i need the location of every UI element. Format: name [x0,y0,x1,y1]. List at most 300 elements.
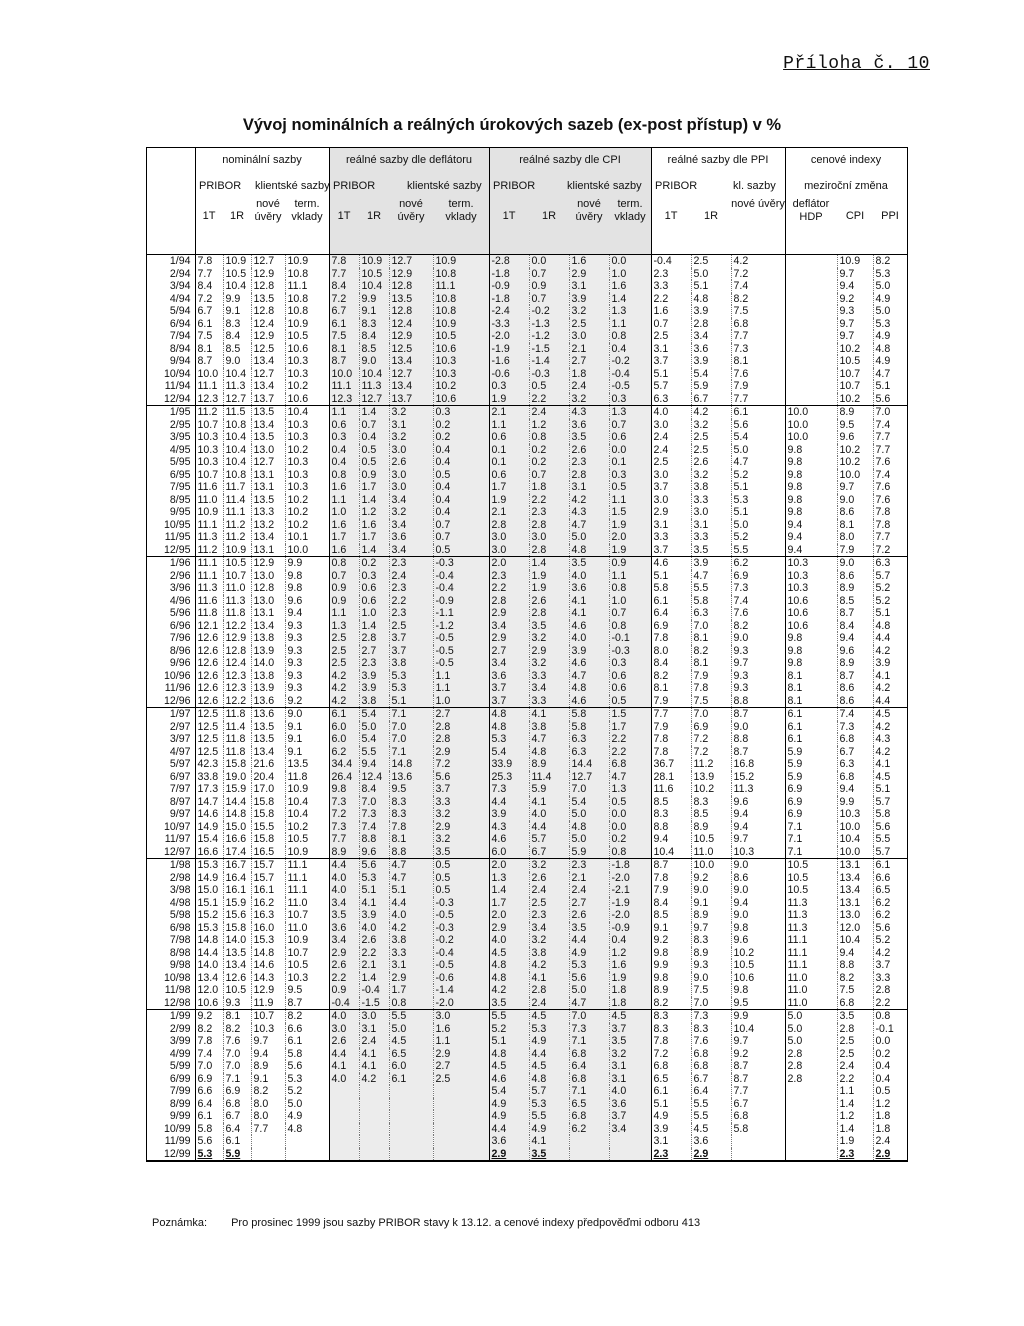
table-cell: 9.8 [785,444,837,457]
table-cell: 3.7 [651,481,691,494]
table-cell: 13.4 [251,620,285,633]
table-cell: 9.0 [731,884,785,897]
table-cell: 1.4 [359,544,389,557]
table-cell: 4.1 [359,897,389,910]
table-cell: -0.5 [433,959,489,972]
table-cell: 12.5 [195,733,223,746]
table-cell: 11.3 [785,922,837,935]
table-cell [433,1110,489,1123]
table-cell: 14.8 [195,934,223,947]
table-cell: 12.7 [389,255,433,268]
table-cell: 4.2 [873,682,907,695]
table-cell: 5.8 [651,582,691,595]
table-cell: 9.7 [731,657,785,670]
table-cell: 3.9 [489,808,529,821]
table-cell: 7.4 [837,708,873,721]
table-cell: -1.9 [609,897,651,910]
table-cell: 8.3 [691,796,731,809]
table-cell: 7.7 [651,708,691,721]
table-cell: 3.0 [489,531,529,544]
table-cell: 3.8 [691,481,731,494]
table-cell: 11.1 [285,859,329,872]
table-cell: 9.8 [785,506,837,519]
table-cell: 12.6 [195,670,223,683]
table-cell: 0.2 [433,419,489,432]
table-row [147,657,907,670]
table-cell: 2.9 [651,506,691,519]
table-cell: 33.9 [489,758,529,771]
table-cell: 10.7 [251,1010,285,1023]
table-cell: 3.7 [873,959,907,972]
table-cell: 5.8 [569,708,609,721]
table-cell: 11.1 [785,934,837,947]
table-cell: 1.4 [359,620,389,633]
table-cell: 6.9 [785,796,837,809]
table-cell: 0.7 [529,293,569,306]
table-cell: 12.0 [837,922,873,935]
table-cell: 7.5 [195,330,223,343]
row-period-label: 1/96 [169,557,191,569]
table-cell: 5.8 [731,1123,785,1136]
sub-pribor: PRIBOR [199,180,242,192]
table-cell: 3.1 [609,1073,651,1086]
table-cell: 1.2 [529,419,569,432]
table-cell: 6.7 [529,846,569,859]
table-cell: 0.5 [433,859,489,872]
table-cell: 7.9 [651,884,691,897]
table-cell [389,1123,433,1136]
table-cell: 8.8 [731,733,785,746]
row-period-label: 7/97 [169,783,191,795]
row-period-label: 2/94 [169,267,191,280]
table-cell: 4.2 [529,959,569,972]
table-cell: 9.0 [837,557,873,570]
table-cell: 3.2 [691,469,731,482]
table-cell: 7.0 [389,733,433,746]
table-cell: 11.1 [195,557,223,570]
table-cell: 12.6 [195,645,223,658]
table-cell: 10.2 [285,821,329,834]
table-cell: 4.3 [569,506,609,519]
table-cell: 4.9 [873,293,907,306]
table-cell: 11.1 [285,884,329,897]
table-cell [785,1098,837,1111]
table-cell: 2.5 [329,645,359,658]
table-cell: 10.5 [785,859,837,872]
table-cell: 4.9 [489,1098,529,1111]
table-row [147,544,907,557]
row-period-label: 7/96 [169,632,191,644]
table-cell: 10.3 [195,456,223,469]
table-cell: 16.1 [223,884,251,897]
table-cell: 5.7 [651,380,691,393]
table-cell: 19.0 [223,771,251,784]
table-cell: 8.3 [691,934,731,947]
table-cell: 1.1 [433,682,489,695]
table-cell: 4.2 [329,682,359,695]
row-period-label: 8/99 [169,1097,191,1110]
table-cell: 4.2 [569,494,609,507]
table-cell: 4.0 [651,406,691,419]
table-cell: 8.0 [251,1110,285,1123]
table-cell: 9.3 [285,682,329,695]
table-cell: 13.5 [251,733,285,746]
sub-client-rates: klientské sazby [255,180,330,192]
table-cell: 12.7 [569,771,609,784]
table-cell: 2.9 [489,607,529,620]
table-cell: 4.6 [489,833,529,846]
table-cell: 0.2 [433,431,489,444]
table-cell: 5.0 [569,984,609,997]
table-cell: 10.3 [785,570,837,583]
table-cell: 0.8 [389,997,433,1010]
table-cell: 2.9 [489,922,529,935]
table-cell: 10.9 [285,846,329,859]
row-period-label: 7/94 [169,330,191,342]
table-cell: 3.0 [433,1010,489,1023]
table-cell: 4.8 [691,293,731,306]
table-cell: 6.8 [731,1110,785,1123]
table-cell: 4.9 [489,1110,529,1123]
table-row [147,582,907,595]
table-cell: 0.5 [873,1085,907,1098]
table-cell: 5.4 [489,746,529,759]
table-cell: 1.6 [609,280,651,293]
table-cell: 7.1 [785,846,837,859]
table-cell: 0.8 [609,846,651,859]
row-period-label: 8/98 [169,946,191,959]
table-cell: 15.7 [251,872,285,885]
table-cell: 4.9 [529,1035,569,1048]
table-cell: 6.3 [569,746,609,759]
table-cell: 9.2 [195,1010,223,1023]
table-cell: 7.3 [489,783,529,796]
table-cell: 8.0 [251,1098,285,1111]
table-cell: 3.6 [691,1135,731,1148]
table-cell: -2.0 [609,872,651,885]
table-cell: 10.7 [285,947,329,960]
table-cell: 3.3 [691,531,731,544]
table-cell [433,1085,489,1098]
table-cell: 13.5 [389,293,433,306]
table-cell: 1.9 [489,494,529,507]
table-cell: 7.8 [691,682,731,695]
table-cell: 11.2 [195,544,223,557]
table-cell: 8.2 [223,1023,251,1036]
table-cell: 5.9 [529,783,569,796]
table-cell: 3.7 [489,682,529,695]
table-cell [329,1123,359,1136]
table-cell: 4.8 [489,708,529,721]
table-cell: 9.7 [691,922,731,935]
table-cell: 3.3 [651,531,691,544]
table-cell: 11.1 [285,872,329,885]
table-cell: 8.3 [389,796,433,809]
table-cell: 3.0 [569,330,609,343]
table-cell: 6.1 [223,1135,251,1148]
table-cell: 2.4 [837,1060,873,1073]
table-row [147,506,907,519]
col-1r: 1R [229,210,245,222]
table-cell: 3.2 [529,934,569,947]
col-new-loans: nové úvěry [575,198,603,223]
table-cell: -0.4 [609,368,651,381]
table-cell: 0.8 [609,330,651,343]
table-cell [569,1135,609,1148]
table-cell: 10.3 [285,355,329,368]
table-cell: 3.0 [359,1010,389,1023]
table-cell: 4.6 [489,1073,529,1086]
table-cell: 0.4 [329,444,359,457]
table-cell: 4.8 [569,821,609,834]
table-cell: 2.8 [873,984,907,997]
table-cell: 8.1 [195,343,223,356]
table-cell: 5.5 [731,544,785,557]
table-cell: 11.0 [195,494,223,507]
table-cell: 0.5 [359,444,389,457]
table-cell: 0.6 [489,469,529,482]
table-row [147,431,907,444]
row-period-label: 9/94 [169,355,191,367]
table-cell: 9.7 [251,1035,285,1048]
table-cell: 10.3 [785,582,837,595]
table-cell: 7.1 [389,746,433,759]
table-cell: 10.3 [285,469,329,482]
table-cell: 13.2 [251,519,285,532]
table-cell: 4.8 [873,620,907,633]
table-cell: 8.2 [651,997,691,1010]
table-cell: 13.9 [691,771,731,784]
table-cell: 13.5 [223,947,251,960]
table-cell: 9.9 [651,959,691,972]
row-period-label: 4/95 [169,443,191,456]
table-row [147,406,907,419]
table-cell: 10.9 [285,934,329,947]
table-cell: 5.8 [569,721,609,734]
table-row [147,595,907,608]
table-cell: 2.2 [529,393,569,406]
table-cell: 2.5 [329,657,359,670]
table-cell: 7.4 [731,595,785,608]
table-cell: -0.4 [329,997,359,1010]
table-cell: 7.7 [873,531,907,544]
table-cell: 2.4 [651,431,691,444]
table-cell: 5.3 [873,268,907,281]
table-cell: 0.9 [329,595,359,608]
table-cell: 14.0 [223,934,251,947]
row-period-label: 8/96 [169,644,191,657]
group-real-deflator: reálné sazby dle deflátoru [346,154,472,166]
table-cell: 1.1 [489,419,529,432]
table-cell: 9.5 [731,997,785,1010]
table-cell: 14.8 [251,947,285,960]
table-cell: 6.8 [569,1110,609,1123]
table-cell: 5.3 [569,959,609,972]
table-cell: 12.5 [195,746,223,759]
table-cell: 7.0 [569,1010,609,1023]
table-cell [285,1135,329,1148]
table-cell: 2.0 [489,909,529,922]
col-1r: 1R [366,210,382,222]
table-cell: 7.6 [873,494,907,507]
table-cell: 4.9 [569,947,609,960]
table-cell: 3.0 [329,1023,359,1036]
table-cell: 4.6 [651,557,691,570]
table-cell: 9.4 [785,544,837,557]
table-cell: 9.1 [251,1073,285,1086]
table-cell: 7.2 [691,746,731,759]
table-cell: 5.8 [195,1123,223,1136]
table-cell: 8.4 [359,330,389,343]
table-cell: 8.7 [329,355,359,368]
table-cell: 14.9 [195,821,223,834]
table-cell: 6.5 [389,1048,433,1061]
table-cell: 5.3 [873,318,907,331]
table-cell: 3.9 [359,909,389,922]
table-cell: 14.9 [195,872,223,885]
table-cell: 9.3 [285,632,329,645]
table-cell: 12.6 [195,632,223,645]
table-cell: 10.6 [285,393,329,406]
table-cell [785,255,837,268]
table-cell: 14.6 [195,808,223,821]
table-cell: 4.5 [609,1010,651,1023]
table-cell: 6.8 [691,1048,731,1061]
table-cell: 0.3 [609,657,651,670]
table-cell: 13.6 [251,708,285,721]
table-cell: 9.7 [837,268,873,281]
table-row [147,984,907,997]
row-period-label: 5/96 [169,607,191,619]
table-cell: 13.0 [251,570,285,583]
table-cell: 15.2 [195,909,223,922]
table-cell: 1.3 [329,620,359,633]
table-cell: 6.2 [569,1123,609,1136]
table-cell: 10.3 [195,444,223,457]
table-cell [251,1135,285,1148]
table-cell: 9.6 [837,431,873,444]
table-cell: 4.8 [569,682,609,695]
table-cell: 8.9 [329,846,359,859]
table-cell: -0.4 [433,570,489,583]
table-cell: 3.1 [569,481,609,494]
table-cell: 6.6 [285,1023,329,1036]
table-cell: 9.4 [837,632,873,645]
table-cell: 8.1 [223,1010,251,1023]
table-cell: 0.9 [329,582,359,595]
table-cell: 2.5 [691,255,731,268]
table-cell: 1.0 [359,607,389,620]
table-cell: 2.9 [489,1148,529,1161]
table-cell: 14.8 [223,808,251,821]
table-cell: 1.1 [329,494,359,507]
footnote-text: Pro prosinec 1999 jsou sazby PRIBOR stavy k 13.12. a cenové indexy předpověďmi odboru 413 [231,1217,701,1229]
table-cell: 3.9 [873,657,907,670]
table-cell: 7.2 [873,544,907,557]
table-cell: 4.4 [489,1123,529,1136]
table-cell: 2.2 [651,293,691,306]
table-cell: 4.4 [489,796,529,809]
table-cell: 4.2 [873,947,907,960]
table-cell [785,1085,837,1098]
table-cell: 3.7 [389,645,433,658]
table-cell: 5.9 [785,771,837,784]
row-period-label: 10/96 [163,669,191,682]
table-cell: 3.2 [529,632,569,645]
table-row [147,721,907,734]
table-cell: 10.0 [837,469,873,482]
table-row [147,393,907,406]
table-cell: 3.2 [529,859,569,872]
table-cell: 15.9 [223,897,251,910]
row-period-label: 5/98 [169,909,191,921]
col-1t: 1T [664,210,678,222]
table-row [147,519,907,532]
table-cell: 9.8 [731,984,785,997]
table-cell: -0.5 [433,645,489,658]
table-cell: 2.2 [389,595,433,608]
table-cell: 7.2 [651,1048,691,1061]
table-cell: 16.6 [223,833,251,846]
table-cell: 11.1 [195,380,223,393]
table-cell: 11.8 [223,746,251,759]
table-cell: 4.2 [873,645,907,658]
table-cell [785,268,837,281]
table-cell: 7.1 [223,1073,251,1086]
table-cell: 5.2 [731,469,785,482]
table-cell: 11.8 [285,771,329,784]
row-period-label: 4/94 [169,292,191,305]
row-period-label: 6/99 [169,1072,191,1085]
table-cell: 9.2 [651,934,691,947]
row-period-label: 3/98 [169,884,191,896]
table-cell: 7.8 [651,632,691,645]
table-cell: 2.9 [433,1048,489,1061]
table-cell: 11.2 [195,406,223,419]
table-cell: 4.4 [329,1048,359,1061]
table-cell: 5.3 [731,494,785,507]
table-cell: 8.3 [651,1023,691,1036]
table-cell: 9.8 [651,947,691,960]
table-row [147,884,907,897]
table-cell: 7.1 [569,1035,609,1048]
table-cell: 8.8 [731,695,785,708]
table-cell: 0.7 [609,419,651,432]
table-cell: 10.5 [731,959,785,972]
table-cell: 11.0 [785,984,837,997]
table-cell: 10.2 [285,519,329,532]
table-cell: 11.8 [223,733,251,746]
table-row [147,380,907,393]
table-cell: 7.4 [731,280,785,293]
row-period-label: 4/99 [169,1047,191,1060]
table-cell: 1.6 [329,544,359,557]
table-cell: 10.0 [785,406,837,419]
table-cell: 4.2 [873,746,907,759]
table-cell: 12.6 [195,695,223,708]
table-cell: 1.8 [609,984,651,997]
table-cell: 15.3 [195,859,223,872]
table-cell: 12.3 [223,670,251,683]
table-cell: 13.0 [837,909,873,922]
table-cell [389,1085,433,1098]
table-cell: 8.2 [285,1010,329,1023]
table-cell: 2.8 [785,1060,837,1073]
table-cell: -0.5 [609,380,651,393]
table-cell: 10.2 [433,380,489,393]
row-period-label: 2/98 [169,871,191,884]
table-cell: 5.6 [873,393,907,406]
